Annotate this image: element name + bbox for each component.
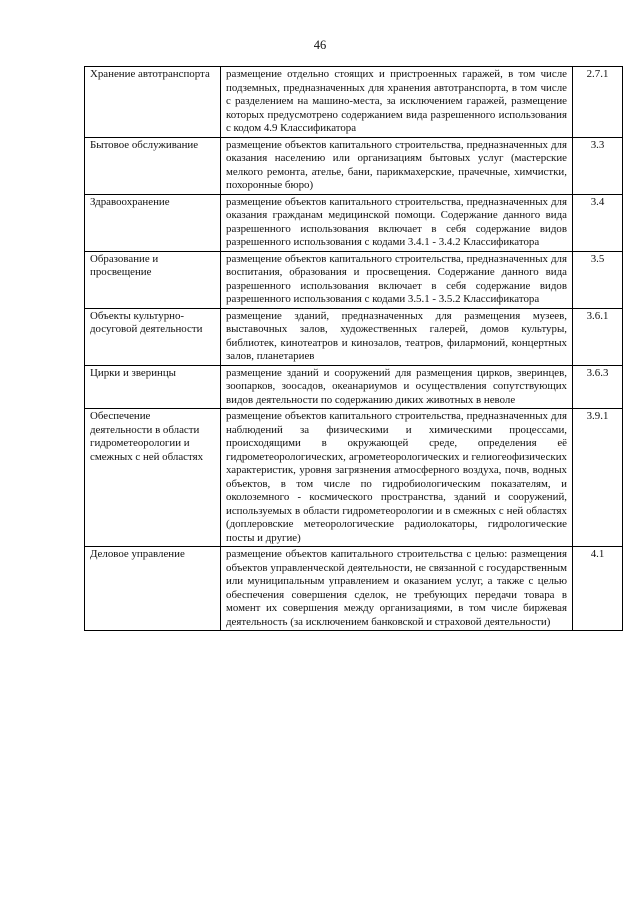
usage-code-cell: 3.9.1	[573, 409, 623, 547]
usage-name-cell: Образование и просвещение	[85, 251, 221, 308]
usage-description-cell: размещение зданий, предназначенных для размещения музеев, выставочных залов, художественных галерей, домов культуры, библиотек, кинотеатров и кинозалов, театров, филармоний, концертных залов, планетариев	[221, 308, 573, 365]
usage-description-cell: размещение объектов капитального строительства, предназначенных для оказания гражданам медицинской помощи. Содержание данного вида разрешенного использования включает в себя содержание видов разрешенного использования с кодами 3.4.1 - 3.4.2 Классификатора	[221, 194, 573, 251]
table-row	[85, 251, 623, 308]
table-row	[85, 67, 623, 138]
usage-code-cell: 3.6.3	[573, 365, 623, 409]
usage-name-cell: Деловое управление	[85, 547, 221, 631]
table-row	[85, 137, 623, 194]
usage-name-cell: Здравоохранение	[85, 194, 221, 251]
usage-code-cell: 3.5	[573, 251, 623, 308]
usage-description-cell: размещение зданий и сооружений для размещения цирков, зверинцев, зоопарков, зоосадов, океанариумов и осуществления сопутствующих видов деятельности по содержанию диких животных в неволе	[221, 365, 573, 409]
usage-code-cell: 2.7.1	[573, 67, 623, 138]
usage-description-cell: размещение объектов капитального строительства с целью: размещения объектов управленческой деятельности, не связанной с государственным или муниципальным управлением и оказанием услуг, а также с целью обеспечения совершения сделок, не требующих передачи товара в момент их совершения между организациями, в том числе биржевая деятельность (за исключением банковской и страховой деятельности)	[221, 547, 573, 631]
usage-description-cell: размещение объектов капитального строительства, предназначенных для оказания населению или организациям бытовых услуг (мастерские мелкого ремонта, ателье, бани, парикмахерские, прачечные, химчистки, похоронные бюро)	[221, 137, 573, 194]
usage-description-cell: размещение объектов капитального строительства, предназначенных для воспитания, образования и просвещения. Содержание данного вида разрешенного использования включает в себя содержание видов разрешенного использования с кодами 3.5.1 - 3.5.2 Классификатора	[221, 251, 573, 308]
usage-code-cell: 3.6.1	[573, 308, 623, 365]
page-number: 46	[313, 38, 327, 52]
land-use-table	[84, 66, 623, 631]
table-row	[85, 365, 623, 409]
usage-description-cell: размещение объектов капитального строительства, предназначенных для наблюдений за физическими и химическими процессами, происходящими в окружающей среде, определения её гидрометеорологических, агрометеорологических и гелиогеофизических характеристик, уровня загрязнения атмосферного воздуха, почв, водных объектов, в том числе по гидробиологическим показателям, и околоземного - космического пространства, зданий и сооружений, используемых в области гидрометеорологии и в смежных с ней областях (доплеровские метеорологические радиолокаторы, гидрологические посты и другие)	[221, 409, 573, 547]
usage-name-cell: Цирки и зверинцы	[85, 365, 221, 409]
usage-description-cell: размещение отдельно стоящих и пристроенных гаражей, в том числе подземных, предназначенных для хранения автотранспорта, в том числе с разделением на машино-места, за исключением гаражей, размещение которых предусмотрено содержанием вида разрешенного использования с кодом 4.9 Классификатора	[221, 67, 573, 138]
usage-code-cell: 3.3	[573, 137, 623, 194]
usage-code-cell: 4.1	[573, 547, 623, 631]
usage-name-cell: Бытовое обслуживание	[85, 137, 221, 194]
table-row	[85, 547, 623, 631]
usage-name-cell: Хранение автотранспорта	[85, 67, 221, 138]
usage-name-cell: Обеспечение деятельности в области гидрометеорологии и смежных с ней областях	[85, 409, 221, 547]
usage-code-cell: 3.4	[573, 194, 623, 251]
table-row	[85, 308, 623, 365]
table-row	[85, 194, 623, 251]
table-row	[85, 409, 623, 547]
usage-name-cell: Объекты культурно-досуговой деятельности	[85, 308, 221, 365]
